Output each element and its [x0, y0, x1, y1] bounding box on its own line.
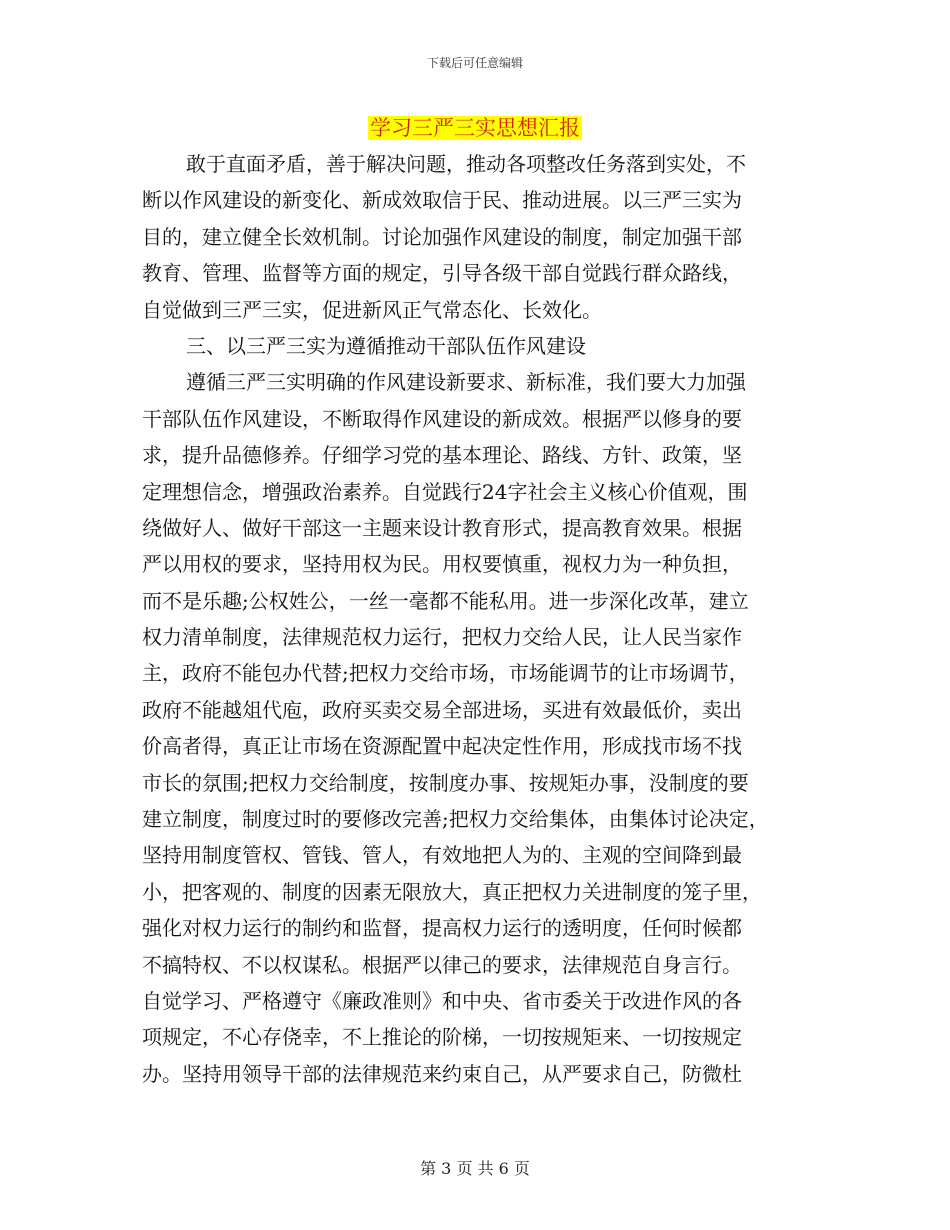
- body-line: 不搞特权、不以权谋私。根据严以律己的要求，法律规范自身言行。: [142, 952, 742, 977]
- body-line: 强化对权力运行的制约和监督，提高权力运行的透明度，任何时候都: [142, 916, 742, 941]
- body-line: 权力清单制度，法律规范权力运行，把权力交给人民，让人民当家作: [142, 625, 742, 650]
- body-line: 市长的氛围;把权力交给制度，按制度办事、按规矩办事，没制度的要: [142, 770, 749, 795]
- body-line: 坚持用制度管权、管钱、管人，有效地把人为的、主观的空间降到最: [142, 843, 742, 868]
- section-heading: 三、以三严三实为遵循推动干部队伍作风建设: [186, 333, 586, 358]
- body-line: 项规定，不心存侥幸，不上推论的阶梯，一切按规矩来、一切按规定: [142, 1025, 742, 1050]
- body-line: 遵循三严三实明确的作风建设新要求、新标准，我们要大力加强: [186, 370, 746, 395]
- body-line: 而不是乐趣;公权姓公，一丝一毫都不能私用。进一步深化改革，建立: [142, 588, 749, 613]
- header-note: 下载后可任意编辑: [426, 56, 523, 70]
- body-line: 自觉学习、严格遵守《廉政准则》和中央、省市委关于改进作风的各: [142, 988, 742, 1013]
- body-line: 绕做好人、做好干部这一主题来设计教育形式，提高教育效果。根据: [142, 515, 742, 540]
- body-line: 干部队伍作风建设，不断取得作风建设的新成效。根据严以修身的要: [142, 406, 742, 431]
- document-title-text: 学习三严三实思想汇报: [370, 116, 580, 140]
- body-line: 建立制度，制度过时的要修改完善;把权力交给集体，由集体讨论决定，: [142, 807, 769, 832]
- body-line: 教育、管理、监督等方面的规定，引导各级干部自觉践行群众路线，: [142, 261, 742, 286]
- body-line: 求，提升品德修养。仔细学习党的基本理论、路线、方针、政策，坚: [142, 443, 742, 468]
- body-line: 价高者得，真正让市场在资源配置中起决定性作用，形成找市场不找: [142, 734, 742, 759]
- body-line: 目的，建立健全长效机制。讨论加强作风建设的制度，制定加强干部: [142, 224, 742, 249]
- body-line: 断以作风建设的新变化、新成效取信于民、推动进展。以三严三实为: [142, 188, 742, 213]
- body-line: 定理想信念，增强政治素养。自觉践行24字社会主义核心价值观，围: [142, 479, 748, 504]
- document-body: [142, 146, 814, 1092]
- body-line: 主，政府不能包办代替;把权力交给市场，市场能调节的让市场调节，: [142, 661, 749, 686]
- body-line: 自觉做到三严三实，促进新风正气常态化、长效化。: [142, 297, 602, 322]
- body-line: 政府不能越俎代庖，政府买卖交易全部进场，买进有效最低价，卖出: [142, 697, 742, 722]
- body-line: 敢于直面矛盾，善于解决问题，推动各项整改任务落到实处，不: [186, 152, 746, 176]
- document-title: [0, 114, 950, 142]
- page-number-footer: 第 3 页 共 6 页: [420, 1159, 530, 1178]
- body-line: 严以用权的要求，坚持用权为民。用权要慎重，视权力为一种负担，: [142, 552, 742, 577]
- body-line: 办。坚持用领导干部的法律规范来约束自己，从严要求自己，防微杜: [142, 1061, 742, 1086]
- body-line: 小，把客观的、制度的因素无限放大，真正把权力关进制度的笼子里，: [142, 879, 762, 904]
